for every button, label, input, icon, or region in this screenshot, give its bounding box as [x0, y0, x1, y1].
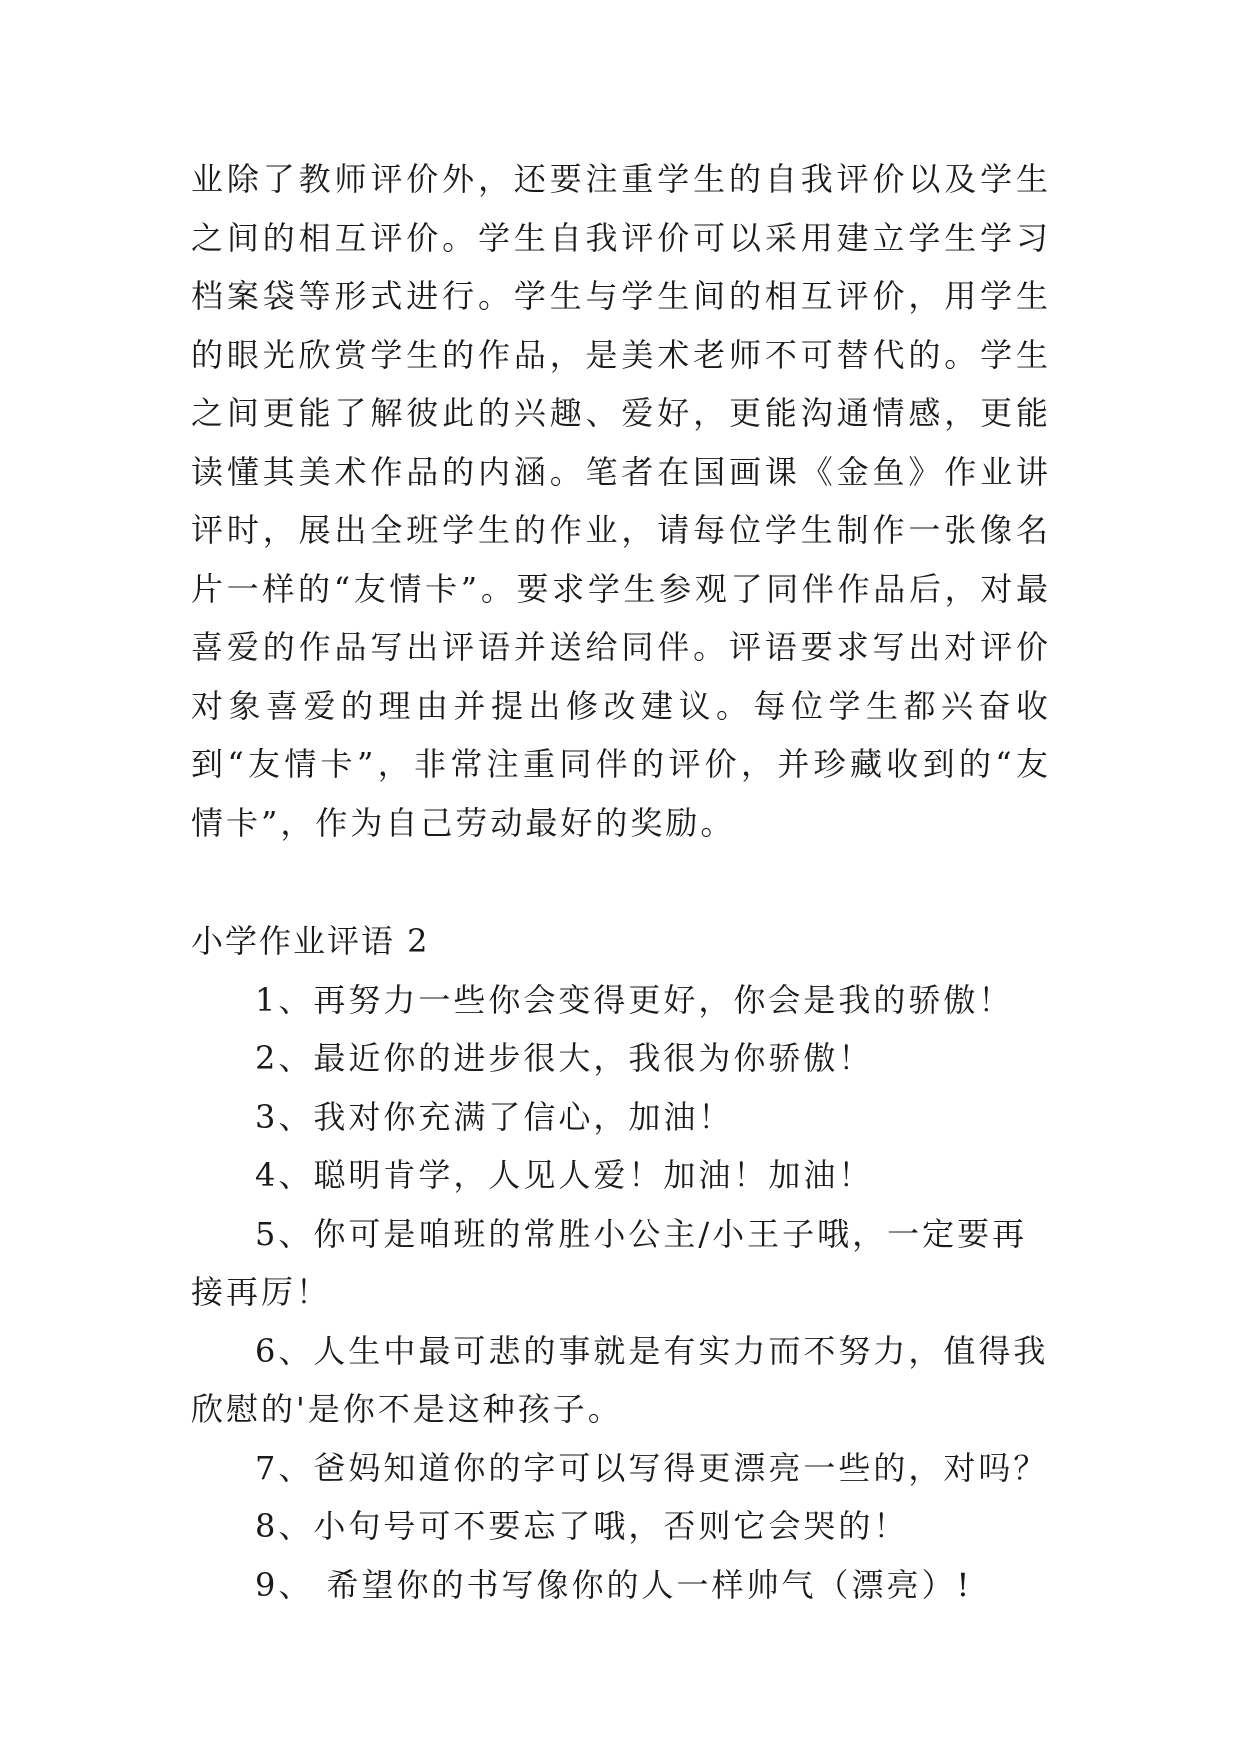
list-item: 5、你可是咱班的常胜小公主/小王子哦，一定要再接再厉！: [191, 1214, 1028, 1311]
list-item: 7、爸妈知道你的字可以写得更漂亮一些的，对吗？: [255, 1448, 1049, 1487]
document-page: [191, 150, 1051, 1614]
body-paragraph: 业除了教师评价外，还要注重学生的自我评价以及学生之间的相互评价。学生自我评价可以采用建立学生学习档案袋等形式进行。学生与学生间的相互评价，用学生的眼光欣赏学生的作品，是美术老师不可替代的。学生之间更能了解彼此的兴趣、爱好，更能沟通情感，更能读懂其美术作品的内涵。笔者在国画课《金鱼》作业讲评时，展出全班学生的作业，请每位学生制作一张像名片一样的“友情卡”。要求学生参观了同伴作品后，对最喜爱的作品写出评语并送给同伴。评语要求写出对评价对象喜爱的理由并提出修改建议。每位学生都兴奋收到“友情卡”，非常注重同伴的评价，并珍藏收到的“友情卡”，作为自己劳动最好的奖励。: [191, 160, 1051, 842]
list-item: 6、人生中最可悲的事就是有实力而不努力，值得我欣慰的'是你不是这种孩子。: [191, 1331, 1049, 1428]
list-item: 9、 希望你的书写像你的人一样帅气（漂亮）!: [255, 1565, 973, 1604]
list-item: 3、我对你充满了信心，加油！: [255, 1097, 734, 1136]
list-item: 2、最近你的进步很大，我很为你骄傲！: [255, 1039, 874, 1077]
comment-list: [191, 971, 1051, 1615]
list-item: 1、再努力一些你会变得更好，你会是我的骄傲！: [255, 980, 1014, 1019]
section-heading: 小学作业评语 2: [191, 922, 430, 960]
list-item: 8、小句号可不要忘了哦，否则它会哭的！: [255, 1507, 909, 1545]
list-item: 4、聪明肯学，人见人爱！加油！加油！: [255, 1156, 874, 1194]
